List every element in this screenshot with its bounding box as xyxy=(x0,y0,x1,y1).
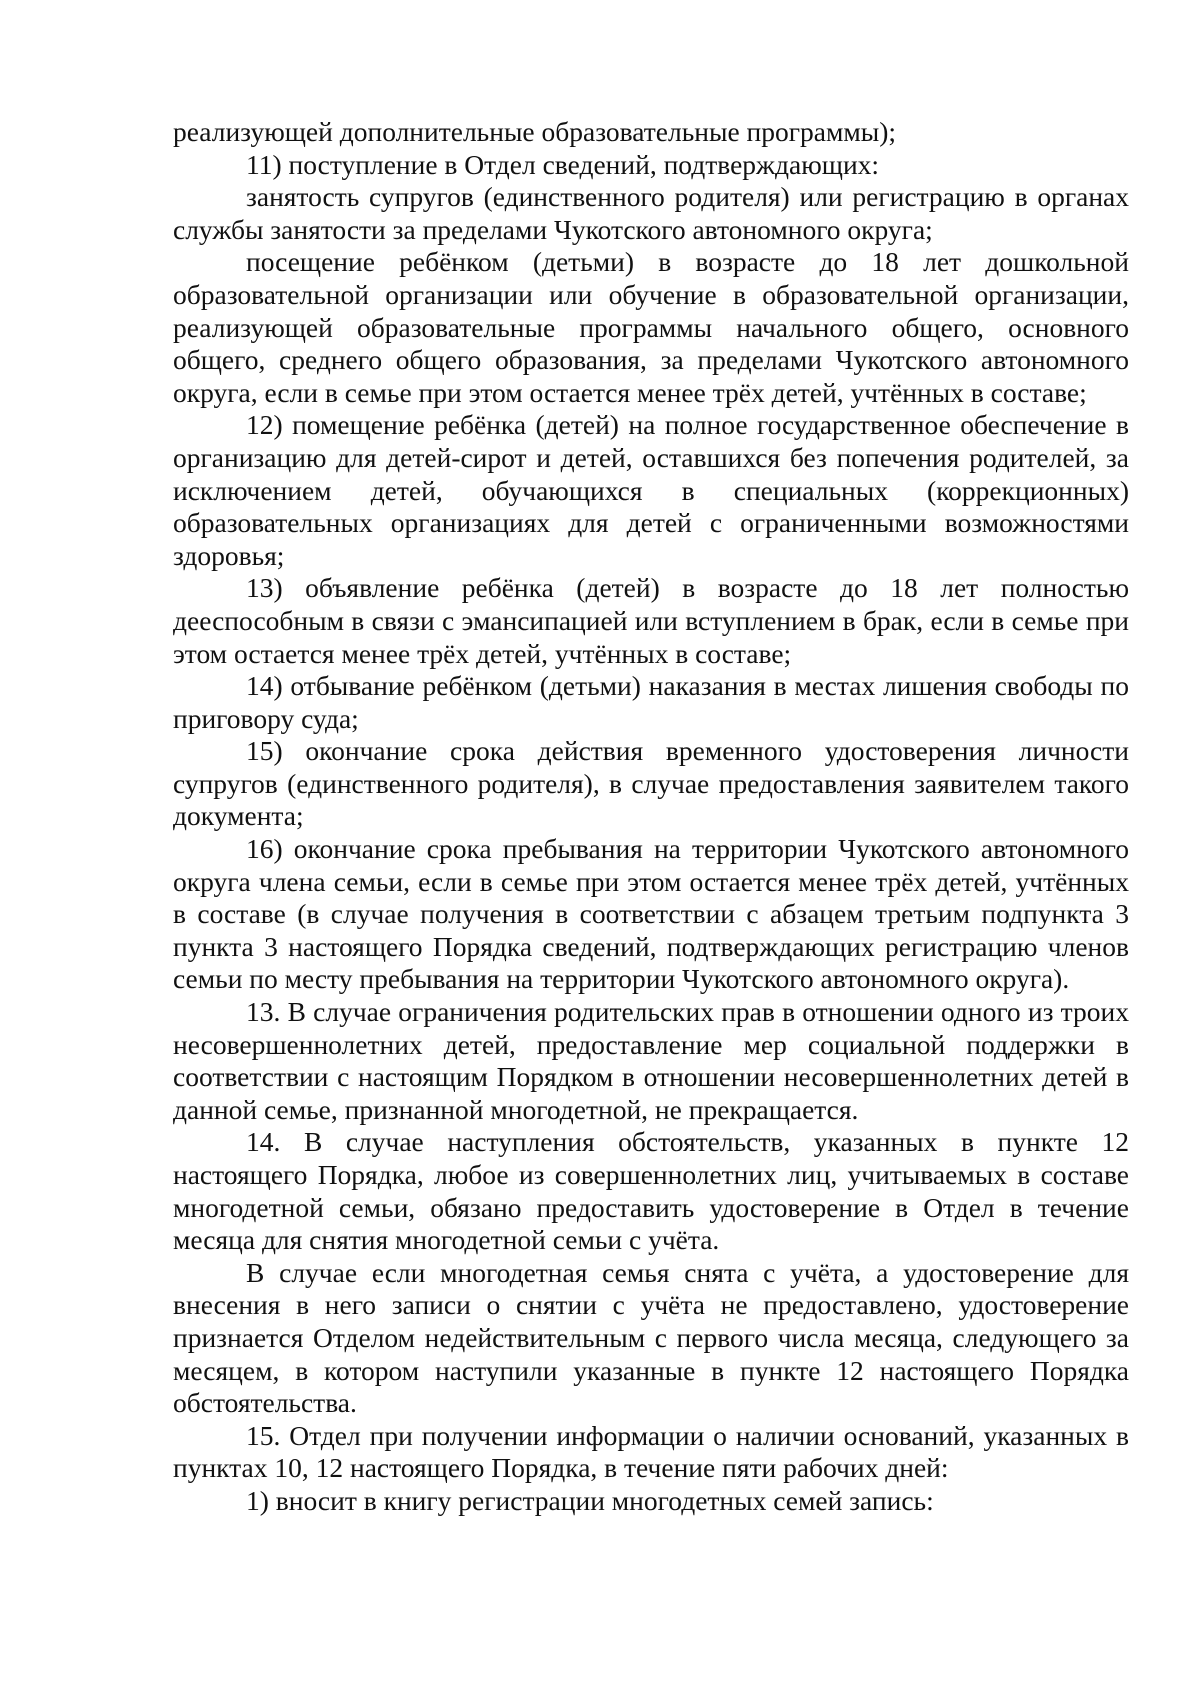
paragraph-continuation: реализующей дополнительные образовательные программы); xyxy=(173,116,897,147)
paragraph-clause-14: 14. В случае наступления обстоятельств, указанных в пункте 12 настоящего Порядка, любое из совершеннолетних лиц, учитываемых в составе многодетной семьи, обязано предоставить удостоверение в Отдел в течение месяца для снятия многодетной семьи с учёта. xyxy=(173,1126,1129,1256)
paragraph-item-16: 16) окончание срока пребывания на территории Чукотского автономного округа члена семьи, если в семье при этом остается менее трёх детей, учтённых в составе (в случае получения в соответствии с абзацем третьим подпункта 3 пункта 3 настоящего Порядка сведений, подтверждающих регистрацию членов семьи по месту пребывания на территории Чукотского автономного округа). xyxy=(173,833,1129,995)
paragraph-item-12: 12) помещение ребёнка (детей) на полное государственное обеспечение в организацию для детей-сирот и детей, оставшихся без попечения родителей, за исключением детей, обучающихся в специальных (коррекционных) образовательных организациях для детей с ограниченными возможностями здоровья; xyxy=(173,409,1129,571)
paragraph-education: посещение ребёнком (детьми) в возрасте до 18 лет дошкольной образовательной организации или обучение в образовательной организации, реализующей образовательные программы начального общего, основного общего, среднего общего образования, за пределами Чукотского автономного округа, если в семье при этом остается менее трёх детей, учтённых в составе; xyxy=(173,246,1129,408)
paragraph-item-14: 14) отбывание ребёнком (детьми) наказания в местах лишения свободы по приговору суда; xyxy=(173,670,1129,734)
paragraph-employment: занятость супругов (единственного родителя) или регистрацию в органах службы занятости за пределами Чукотского автономного округа; xyxy=(173,181,1129,245)
paragraph-clause-13: 13. В случае ограничения родительских прав в отношении одного из троих несовершеннолетних детей, предоставление мер социальной поддержки в соответствии с настоящим Порядком в отношении несовершеннолетних детей в данной семье, признанной многодетной, не прекращается. xyxy=(173,996,1129,1125)
document-body xyxy=(173,116,1129,1518)
paragraph-clause-15: 15. Отдел при получении информации о наличии оснований, указанных в пунктах 10, 12 настоящего Порядка, в течение пяти рабочих дней: xyxy=(173,1419,1129,1484)
paragraph-item-15: 15) окончание срока действия временного удостоверения личности супругов (единственного родителя), в случае предоставления заявителем такого документа; xyxy=(173,735,1129,832)
paragraph-clause-15-item-1: 1) вносит в книгу регистрации многодетных семей запись: xyxy=(246,1484,934,1516)
paragraph-item-11: 11) поступление в Отдел сведений, подтверждающих: xyxy=(246,148,880,180)
paragraph-item-13: 13) объявление ребёнка (детей) в возрасте до 18 лет полностью дееспособным в связи с эмансипацией или вступлением в брак, если в семье при этом остается менее трёх детей, учтённых в составе; xyxy=(173,572,1129,669)
paragraph-clause-14-continued: В случае если многодетная семья снята с учёта, а удостоверение для внесения в него записи о снятии с учёта не предоставлено, удостоверение признается Отделом недействительным с первого числа месяца, следующего за месяцем, в котором наступили указанные в пункте 12 настоящего Порядка обстоятельства. xyxy=(173,1256,1129,1419)
